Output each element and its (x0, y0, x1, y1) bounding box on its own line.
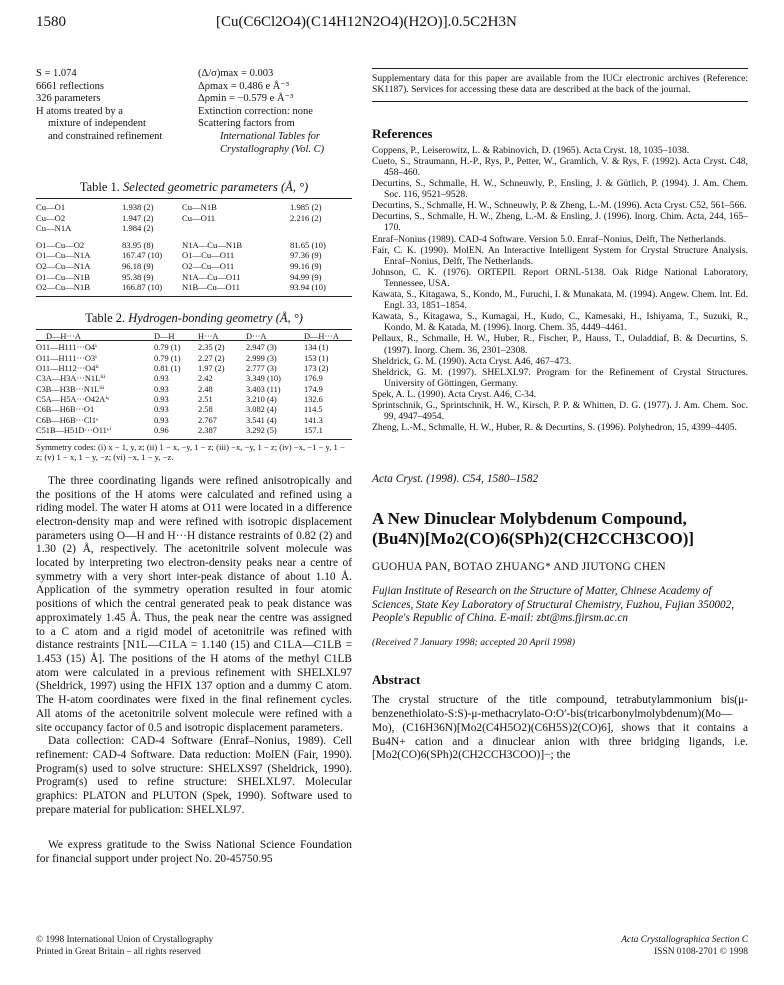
article-authors: GUOHUA PAN, BOTAO ZHUANG* AND JIUTONG CHEN (372, 561, 666, 574)
table-cell: O11—H111···O4ⁱ (36, 343, 97, 353)
table-cell: O2—Cu—N1A (36, 260, 91, 271)
table-cell: 94.99 (9) (290, 271, 322, 282)
table-cell: Cu—O1 (36, 202, 66, 212)
table-cell: 93.94 (10) (290, 282, 326, 293)
table-cell: 3.082 (4) (246, 405, 277, 415)
table-cell: 2.42 (198, 374, 213, 384)
table-cell: C6B—H6B···O1 (36, 405, 95, 415)
table-cell: 0.81 (1) (154, 363, 181, 373)
table-cell (182, 223, 290, 234)
table-row (36, 261, 352, 272)
table-cell: 2.58 (198, 405, 213, 415)
footer-journal (621, 934, 748, 958)
refinement-line: Δρmax = 0.486 e Å⁻³ (198, 80, 290, 92)
table-row (36, 405, 352, 415)
reference-item: Pellaux, R., Schmalle, H. W., Huber, R., Fischer, P., Hauss, T., Ouladdiaf, B. & Decurtins, S. (1997). Inorg. Chem. 36, 2301–2308. (372, 333, 748, 356)
table-cell: 1.985 (2) (290, 202, 322, 212)
table-cell: 157.1 (304, 426, 323, 436)
table-cell: O1—Cu—O2 (36, 239, 85, 250)
table-row (36, 385, 352, 395)
reference-item: Decurtins, S., Schmalle, H. W., Schneuwly, P., Ensling, J. & Gütlich, P. (1994). J. Am. Chem. Soc. 116, 9521–9528. (372, 178, 748, 201)
table-cell: 141.3 (304, 415, 323, 425)
table1-number: Table 1. (79, 180, 120, 194)
table-cell: 3.403 (11) (246, 384, 281, 394)
hydrogen-bond-body (36, 341, 352, 439)
refinement-line: S = 1.074 (36, 68, 77, 79)
table-cell: 1.947 (2) (122, 212, 154, 223)
table-cell: 134 (1) (304, 343, 329, 353)
table-cell: Cu—O2 (36, 212, 66, 223)
table-cell: 173 (2) (304, 363, 329, 373)
table-cell: 2.777 (3) (246, 363, 277, 373)
table-cell: 1.97 (2) (198, 363, 225, 373)
table-cell: 83.95 (8) (122, 239, 154, 250)
table-cell: Cu—N1A (36, 223, 72, 234)
table-cell: O1—Cu—N1B (36, 271, 90, 282)
table-cell: 0.96 (154, 426, 169, 436)
reference-item: Enraf–Nonius (1989). CAD-4 Software. Version 5.0. Enraf–Nonius, Delft, The Netherlands. (372, 233, 727, 245)
abstract-text: The crystal structure of the title compound, tetrabutylammonium bis(μ-benzenethiolato-S:S)-μ-methacrylato-O:O′-bis(tricarbonylmolybdenum)(Mo—Mo), (C16H36N)[Mo2(C4H5O2)(C6H5S)2(CO)6], shows that it contains a Bu4N+ cation and a dinuclear anion with three bridging ligands, i.e. [Mo2(CO)6(SPh)2(CH2CCH3COO)]−; the (372, 694, 748, 762)
article-received: (Received 7 January 1998; accepted 20 April 1998) (372, 637, 576, 649)
table2-title: Hydrogen-bonding geometry (Å, °) (128, 310, 303, 325)
table-cell: 1.984 (2) (122, 223, 154, 234)
table1-caption (36, 180, 352, 195)
table-cell: 95.38 (9) (122, 271, 154, 282)
hydrogen-bond-table (36, 329, 352, 440)
table-rule (36, 296, 352, 297)
refinement-line: (Δ/σ)max = 0.003 (198, 68, 274, 79)
table-row (36, 395, 352, 405)
table-cell: 2.999 (3) (246, 353, 277, 363)
table2-caption (36, 311, 352, 326)
table-row (36, 223, 352, 234)
table-row (36, 272, 352, 283)
table-row (36, 250, 352, 261)
refinement-line: Scattering factors from (198, 118, 295, 130)
hydrogen-bond-header (36, 330, 352, 340)
table-cell: 3.292 (5) (246, 426, 277, 436)
references-heading: References (372, 125, 433, 141)
reference-item: Kawata, S., Kitagawa, S., Kondo, M., Furuchi, I. & Munakata, M. (1994). Angew. Chem. Int. Ed. Engl. 33, 1851–1854. (372, 289, 748, 312)
table-cell: 0.93 (154, 395, 169, 405)
table-cell: 3.210 (4) (246, 395, 277, 405)
reference-item: Sheldrick, G. M. (1990). Acta Cryst. A46, 467–473. (372, 355, 572, 367)
footer-line: Printed in Great Britain – all rights reserved (36, 947, 201, 957)
table-cell: C6B—H6B···Cl1ᵛ (36, 415, 99, 425)
refinement-line: Extinction correction: none (198, 105, 313, 117)
article-affiliation: Fujian Institute of Research on the Structure of Matter, Chinese Academy of Sciences, State Key Laboratory of Structural Chemistry, Fuzhou, Fujian 350002, People's Republic of China. E-mail: zbt@ms.fjirsm.ac.cn (372, 585, 735, 625)
refinement-line: International Tables for (220, 130, 320, 142)
table-row (36, 426, 352, 436)
reference-item: Cueto, S., Straumann, H.-P., Rys, P., Petter, W., Gramlich, V. & Rys, F. (1992). Acta Cryst. C48, 458–460. (372, 155, 748, 178)
table-cell: 97.36 (9) (290, 250, 322, 261)
table-cell: 0.93 (154, 374, 169, 384)
table-cell: C5A—H5A···O42Aⁱᵛ (36, 395, 110, 405)
footer-line: Acta Crystallographica Section C (621, 935, 748, 945)
table-row (36, 364, 352, 374)
reference-item: Spek, A. L. (1990). Acta Cryst. A46, C-34. (372, 388, 537, 400)
table-row (36, 416, 352, 426)
table-cell (290, 223, 352, 234)
table-row (36, 213, 352, 224)
table-cell: O1—Cu—N1A (36, 250, 91, 261)
footer-line: © 1998 International Union of Crystallography (36, 935, 214, 945)
table-row (36, 374, 352, 384)
column-header: D—H···A (304, 331, 339, 341)
left-column (36, 68, 352, 867)
table-row (36, 343, 352, 353)
paragraph: Data collection: CAD-4 Software (Enraf–Nonius, 1989). Cell refinement: CAD-4 Software. Data reduction: MolEN (Fair, 1990). Program(s) used to solve structure: SHELXS97 (Sheldrick, 1990). Program(s) used to refine structure: SHELXL97. Molecular graphics: PLATON and PLUTON (Spek, 1990). Software used to prepare material for publication: SHELXL97. (36, 735, 352, 816)
refinement-line: and constrained refinement (48, 130, 163, 142)
table-cell: 99.16 (9) (290, 260, 322, 271)
column-header: D—H···A (46, 331, 81, 341)
experimental-text (36, 475, 352, 818)
table-cell: 0.79 (1) (154, 353, 181, 363)
reference-item: Sprintschnik, G., Sprintschnik, H. W., Kirsch, P. P. & Whitten, D. G. (1977). J. Am. Chem. Soc. 99, 4947–4954. (372, 399, 748, 423)
table-cell: 2.35 (2) (198, 343, 225, 353)
table-cell: 0.93 (154, 405, 169, 415)
table-cell: N1A—Cu—N1B (182, 239, 243, 250)
table-cell: 2.767 (198, 415, 217, 425)
table-row (36, 202, 352, 213)
article-title-line: (Bu4N)[Mo2(CO)6(SPh)2(CH2CCH3COO)] (372, 529, 695, 549)
table-cell: C51B—H51D···O11ᵛⁱ (36, 426, 112, 436)
refinement-line: Crystallography (Vol. C) (220, 143, 325, 155)
table-cell: 153 (1) (304, 353, 329, 363)
abstract-heading: Abstract (372, 672, 421, 688)
refinement-line: Δρmin = −0.579 e Å⁻³ (198, 93, 294, 105)
table-cell: 2.387 (198, 426, 217, 436)
table-row (36, 240, 352, 251)
table-cell: 1.938 (2) (122, 202, 154, 212)
table-cell: 96.18 (9) (122, 260, 154, 271)
references-list (372, 145, 748, 433)
table-cell: C3B—H3B···N1Lⁱⁱⁱ (36, 384, 105, 394)
table-cell: N1B—Cu—O11 (182, 282, 240, 293)
refinement-line: 326 parameters (36, 93, 101, 105)
right-column (372, 68, 748, 763)
table-cell: 2.48 (198, 384, 213, 394)
symmetry-codes: Symmetry codes: (i) x − 1, y, z; (ii) 1 − x, −y, 1 − z; (iii) −x, −y, 1 − z; (iv) −x, −1 − y, 1 − z; (v) 1 − x, 1 − y, −z; (vi) −x, 1 − y, −z. (36, 441, 345, 463)
geometric-parameters-body (36, 199, 352, 296)
table-cell: 3.541 (4) (246, 415, 277, 425)
reference-item: Johnson, C. K. (1976). ORTEPII. Report ORNL-5138. Oak Ridge National Laboratory, Tennessee, USA. (372, 266, 748, 289)
refinement-right (198, 68, 358, 156)
table-cell: 2.947 (3) (246, 343, 277, 353)
refinement-details (36, 68, 352, 176)
table1-title: Selected geometric parameters (Å, °) (123, 180, 309, 194)
table-cell: N1A—Cu—O11 (182, 271, 241, 282)
table-cell: 174.9 (304, 384, 323, 394)
article-title (372, 509, 748, 549)
table-cell: O2—Cu—O11 (182, 260, 235, 271)
table-cell: 2.51 (198, 395, 213, 405)
table-row (36, 282, 352, 293)
table-cell: O1—Cu—O11 (182, 250, 235, 261)
table-cell: C3A—H3A···N1Lⁱⁱⁱ (36, 374, 106, 384)
table-cell: 3.349 (10) (246, 374, 281, 384)
table-cell: Cu—N1B (182, 202, 217, 212)
running-title: [Cu(C6Cl2O4)(C14H12N2O4)(H2O)].0.5C2H3N (216, 14, 517, 30)
reference-item: Fair, C. K. (1990). MolEN. An Interactive Intelligent System for Crystal Structure Analysis. Enraf–Nonius, Delft, The Netherlands. (372, 244, 748, 267)
table2-number: Table 2. (85, 310, 126, 325)
refinement-line: mixture of independent (48, 118, 146, 130)
table-cell: O11—H111···O3ⁱ (36, 353, 97, 363)
page-number: 1580 (36, 14, 66, 30)
table-row (36, 354, 352, 364)
reference-item: Kawata, S., Kitagawa, S., Kumagai, H., Kudo, C., Kamesaki, H., Ishiyama, T., Suzuki, R., Kondo, M. & Katada, M. (1996). Inorg. Chem. 35, 4449–4461. (372, 311, 748, 334)
reference-item: Coppens, P., Leiserowitz, L. & Rabinovich, D. (1965). Acta Cryst. 18, 1035–1038. (372, 144, 690, 156)
table-cell: 0.93 (154, 384, 169, 394)
reference-item: Sheldrick, G. M. (1997). SHELXL97. Program for the Refinement of Crystal Structures. University of Göttingen, Germany. (372, 366, 748, 389)
table-cell: O11—H112···O4ⁱⁱ (36, 363, 99, 373)
table-cell: 0.79 (1) (154, 343, 181, 353)
reference-item: Decurtins, S., Schmalle, H. W., Schneuwly, P. & Zheng, L.-M. (1996). Acta Cryst. C52, 561–566. (372, 200, 747, 212)
reference-item: Decurtins, S., Schmalle, H. W., Zheng, L.-M. & Ensling, J. (1996). Inorg. Chim. Acta, 244, 165–170. (372, 211, 748, 234)
article-citation: Acta Cryst. (1998). C54, 1580–1582 (372, 473, 539, 486)
table-cell: 167.47 (10) (122, 250, 163, 261)
table-cell: 2.216 (2) (290, 212, 322, 223)
geometric-parameters-table (36, 198, 352, 297)
page-header (36, 14, 748, 36)
column-header: D···A (246, 331, 267, 341)
table-rule (36, 439, 352, 440)
reference-item: Zheng, L.-M., Schmalle, H. W., Huber, R. & Decurtins, S. (1996). Polyhedron, 15, 4399–4405. (372, 422, 737, 434)
refinement-left (36, 68, 196, 144)
table-cell: 114.5 (304, 405, 323, 415)
table-cell: O2—Cu—N1B (36, 282, 90, 293)
column-header: D—H (154, 331, 175, 341)
paragraph: The three coordinating ligands were refined anisotropically and the positions of the H atoms were calculated and refined using a riding model. The water H atoms at O11 were located in a difference electron-density map and were refined with isotropic displacement parameters using O—H and H···H distance restraints of 0.82 (2) and 1.30 (2) Å, respectively. The acetonitrile solvent molecule was located by interpreting two electron-density peaks near a centre of symmetry with a very short inter-peak distance of about 1.10 Å. Application of the symmetry operation resulted in four atomic positions of which the central generated peak to peak distance was approximately 1.45 Å. Thus, the peak near the centre was assigned to a C atom and a rigid model of acetonitrile was refined with distance restraints [N1L—C1LA = 1.140 (15) and C1LA—C1LB = 1.453 (15) Å]. The positions of the H atoms of the methyl C1LB atom were calculated in a previous refinement with SHELXL97 (Sheldrick, 1997) using the HFIX 137 option and a dummy C atom. The H-atom coordinates were fixed in the final refinement cycles. All atoms of the acetonitrile solvent molecule were refined with a site occupancy factor of 0.5 and isotropic displacement parameters. (36, 474, 352, 734)
column-header: H···A (198, 331, 219, 341)
table-cell: Cu—O11 (182, 212, 216, 223)
table-cell: 2.27 (2) (198, 353, 225, 363)
supplementary-note: Supplementary data for this paper are available from the IUCr electronic archives (Reference: SK1187). Services for accessing these data are described at the back of the journal. (372, 68, 748, 102)
article-title-line: A New Dinuclear Molybdenum Compound, (372, 509, 687, 529)
footer-line: ISSN 0108-2701 © 1998 (654, 947, 748, 957)
table-cell: 132.6 (304, 395, 323, 405)
refinement-line: H atoms treated by a (36, 105, 123, 117)
refinement-line: 6661 reflections (36, 80, 104, 92)
table-cell: 166.87 (10) (122, 282, 163, 293)
table-cell: 176.9 (304, 374, 323, 384)
acknowledgement: We express gratitude to the Swiss National Science Foundation for financial support under project No. 20-45750.95 (36, 839, 352, 866)
table-cell: 81.65 (10) (290, 239, 326, 250)
footer-copyright (36, 934, 213, 958)
table-cell: 0.93 (154, 415, 169, 425)
